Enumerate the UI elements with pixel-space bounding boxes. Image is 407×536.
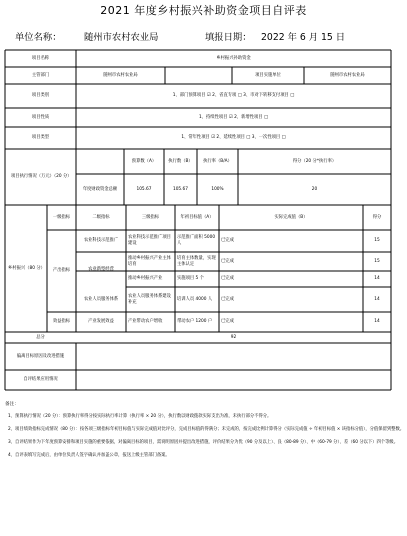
item-level2: 农业人员服务体系 [83, 296, 119, 302]
item-score: 15 [374, 238, 380, 244]
impl-value: 随州市农村农业局 [330, 72, 365, 78]
item-score: 14 [374, 276, 380, 282]
item-actual: 已完成 [221, 258, 234, 264]
type-label: 项目类型 [31, 135, 50, 141]
item-actual: 已完成 [221, 296, 234, 302]
item-level3: 推动乡村振兴产业 [128, 276, 163, 282]
rate-value: 100% [211, 186, 224, 192]
funds-score-value: 20 [311, 186, 318, 192]
dept-label: 主管部门 [31, 72, 50, 78]
budget-header: 预算数（A） [131, 158, 157, 164]
nature-label: 项目性质 [31, 114, 50, 120]
exec-header: 执行数（B） [168, 158, 193, 164]
category-label: 项目类别 [31, 93, 50, 99]
item-level3: 推动乡村振兴产业主体培育 [128, 255, 171, 267]
annual-funds-label: 年度财政资金总额 [82, 186, 118, 192]
note-item: 1、预算执行情况（20 分）：预算执行率得分按实际执行率计算（执行率 × 20 分），执行数以财政拨款实际支出为准，未执行部分不得分。 [8, 413, 272, 419]
notes-heading: 备注： [5, 402, 19, 407]
item-actual: 已完成 [221, 319, 234, 325]
note-item: 4、自评表填写完成后，由单位负责人签字确认并加盖公章，报送上级主管部门备案。 [8, 453, 170, 459]
impl-label: 项目实施单位 [255, 72, 281, 78]
issues-label: 偏离目标原因及改进措施 [16, 353, 65, 359]
item-target: 示范推广面积 5000 人 [177, 235, 216, 246]
dept-value: 随州市农村农业局 [103, 72, 138, 78]
col-actual-header: 实际完成值（B） [274, 214, 308, 220]
budget-value: 105.67 [136, 186, 152, 192]
item-target: 实施项目 5 个 [177, 276, 204, 282]
item-level3: 农业科技示范推广项目建设 [128, 235, 171, 246]
level1-effect: 效益指标 [52, 319, 71, 325]
nature-value: 1、持续性项目 ☑ 2、新增性项目 □ [198, 114, 269, 120]
project-name-value: 乡村振兴补助资金 [216, 55, 251, 61]
note-item: 3、自评结果作为下年度预算安排和项目实施的重要依据，对偏离目标的项目，需说明原因并提出改进措施，评价结果分为优（90 分及以上）、良（80-89 分）、中（60-79 分）、差（60 分以下）四个等级。 [8, 440, 398, 446]
item-level2: 产业发展效益 [88, 319, 114, 325]
note-item: 2、项目绩效指标完成情况（80 分）：按各项三级指标年初目标值与实际完成值对比评分，完成目标值的得满分；未完成的，按完成比例计算得分（实际完成值 ÷ 年初目标值 × 该指标分值），分值保留到整数。 [8, 426, 405, 432]
usage-value[interactable] [76, 370, 391, 390]
usage-label: 自评结果应用情况 [23, 377, 58, 383]
date-label: 填报日期： [205, 32, 252, 43]
date-value: 2022 年 6 月 15 日 [261, 32, 346, 43]
col-level3-header: 三级指标 [141, 214, 160, 220]
col-score-header: 得分 [372, 214, 382, 220]
item-level3: 农业人员服务体系建设补充 [128, 293, 171, 305]
funds-score-header: 得分（20 分*执行率） [292, 158, 337, 164]
type-value: 1、常年性项目 ☑ 2、延续性项目 □ 3、一次性项目 □ [181, 135, 286, 141]
issues-value[interactable] [76, 343, 391, 370]
item-score: 15 [374, 258, 380, 264]
exec-value: 105.67 [172, 186, 189, 192]
category-value: 1、部门预算项目 ☑ 2、省直专项 □ 3、市对下转移支付项目 □ [172, 93, 295, 99]
notes-section [5, 402, 405, 467]
col-target-header: 年初目标值（A） [180, 214, 214, 220]
total-score-label: 总分 [36, 334, 45, 340]
form-title: 2021 年度乡村振兴补助资金项目自评表 [100, 4, 307, 17]
item-target: 培育主体数量，实现主体认定 [177, 255, 216, 267]
project-name-label: 项目名称 [31, 55, 50, 61]
rate-header: 执行率（B/A） [203, 158, 232, 164]
unit-label: 单位名称： [15, 32, 62, 43]
item-level2: 农业科技示范推广 [83, 238, 119, 244]
item-actual: 已完成 [221, 238, 234, 244]
item-score: 14 [374, 319, 380, 325]
item-score: 14 [374, 296, 380, 302]
col-level1-header: 一级指标 [52, 214, 71, 220]
unit-value: 随州市农村农业局 [84, 32, 159, 43]
item-level2: 农业新型经营 [88, 266, 114, 272]
item-target: 培训人员 4000 人 [177, 296, 213, 302]
perf-section-label: 乡村振兴（80 分） [8, 265, 45, 271]
item-actual: 已完成 [221, 276, 234, 282]
total-score-value: 92 [230, 334, 237, 340]
funds-section-label: 项目执行情况（万元）（20 分） [11, 174, 72, 180]
item-target: 带动农户 1200 户 [177, 319, 213, 325]
col-level2-header: 二级指标 [92, 214, 110, 220]
level1-output: 产出指标 [52, 268, 71, 274]
item-level3: 产业带动农户增收 [128, 319, 163, 325]
